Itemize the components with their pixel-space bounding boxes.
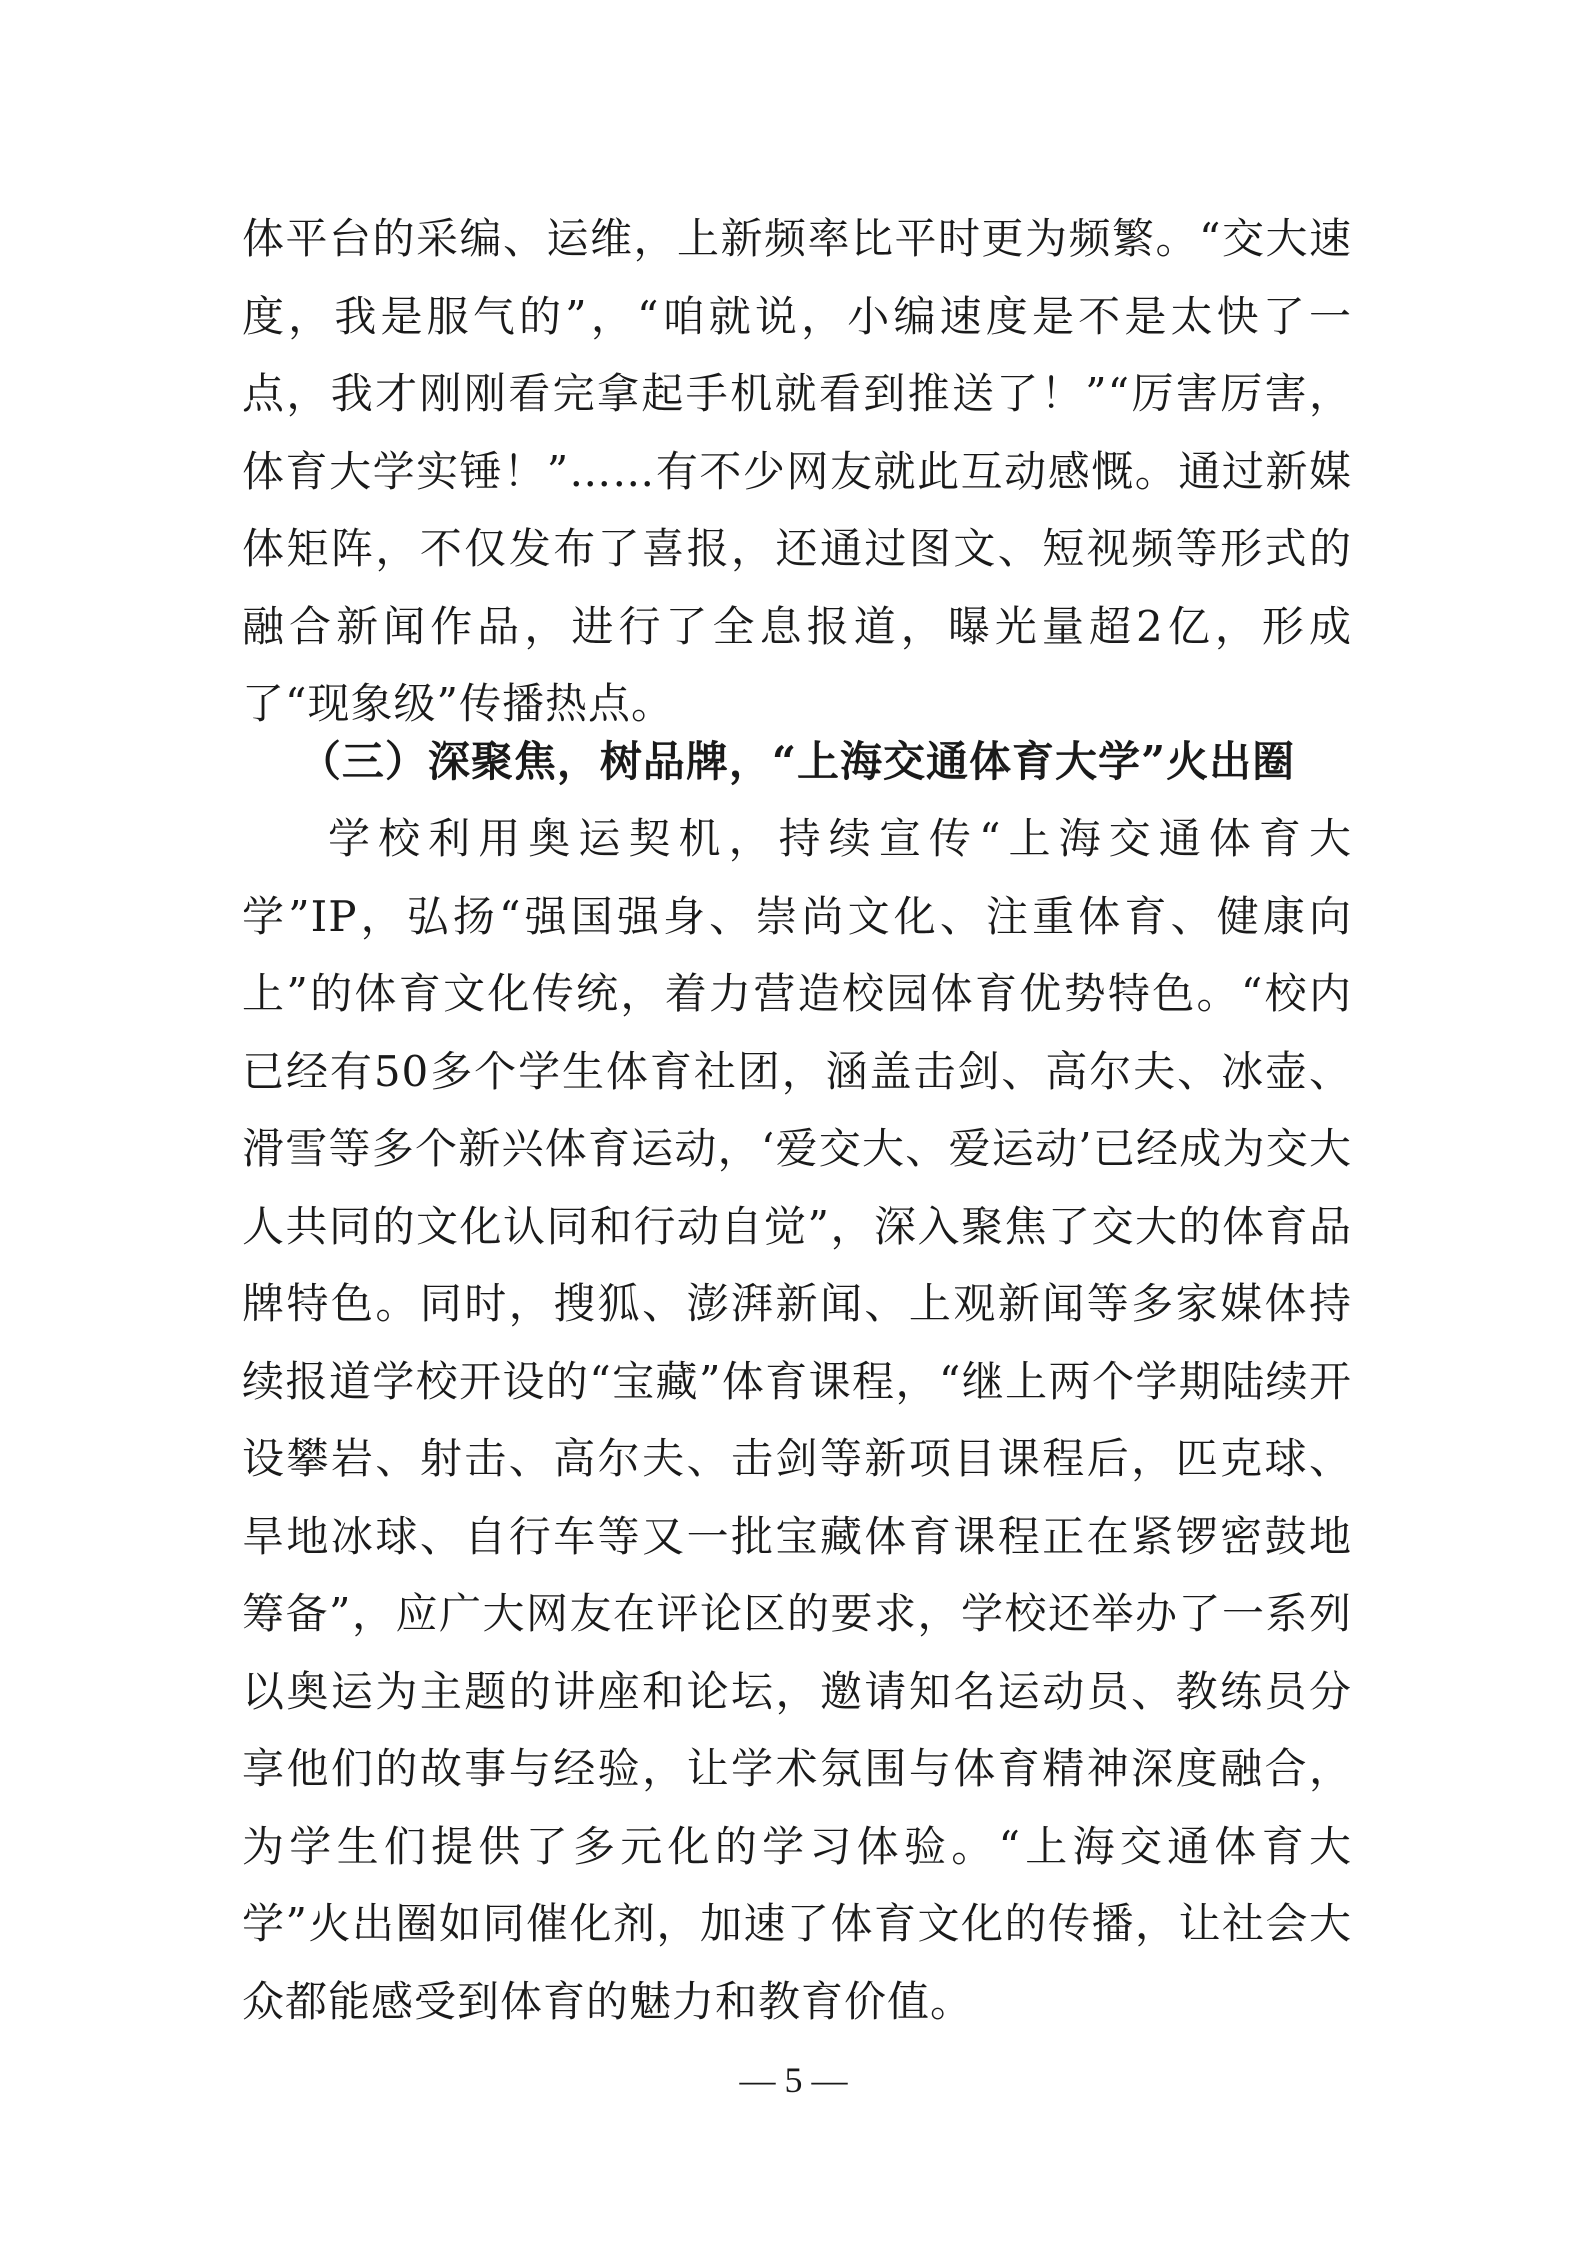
body-paragraph-continued: 体平台的采编、运维，上新频率比平时更为频繁。“交大速度，我是服气的”，“咱就说，小编速度是不是太快了一点，我才刚刚看完拿起手机就看到推送了！”“厉害厉害，体育大学实锤！”……有不少网友就此互动感慨。通过新媒体矩阵，不仅发布了喜报，还通过图文、短视频等形式的融合新闻作品，进行了全息报道，曝光量超2亿，形成了“现象级”传播热点。 xyxy=(242,214,1352,728)
page-number: — 5 — xyxy=(739,2060,848,2100)
section-heading: （三）深聚焦，树品牌，“上海交通体育大学”火出圈 xyxy=(298,737,1296,786)
body-paragraph-section-three: 学校利用奥运契机，持续宣传“上海交通体育大学”IP，弘扬“强国强身、崇尚文化、注重体育、健康向上”的体育文化传统，着力营造校园体育优势特色。“校内已经有50多个学生体育社团，涵盖击剑、高尔夫、冰壶、滑雪等多个新兴体育运动，‘爱交大、爱运动’已经成为交大人共同的文化认同和行动自觉”，深入聚焦了交大的体育品牌特色。同时，搜狐、澎湃新闻、上观新闻等多家媒体持续报道学校开设的“宝藏”体育课程，“继上两个学期陆续开设攀岩、射击、高尔夫、击剑等新项目课程后，匹克球、旱地冰球、自行车等又一批宝藏体育课程正在紧锣密鼓地筹备”，应广大网友在评论区的要求，学校还举办了一系列以奥运为主题的讲座和论坛，邀请知名运动员、教练员分享他们的故事与经验，让学术氛围与体育精神深度融合，为学生们提供了多元化的学习体验。“上海交通体育大学”火出圈如同催化剂，加速了体育文化的传播，让社会大众都能感受到体育的魅力和教育价值。 xyxy=(242,814,1352,2026)
